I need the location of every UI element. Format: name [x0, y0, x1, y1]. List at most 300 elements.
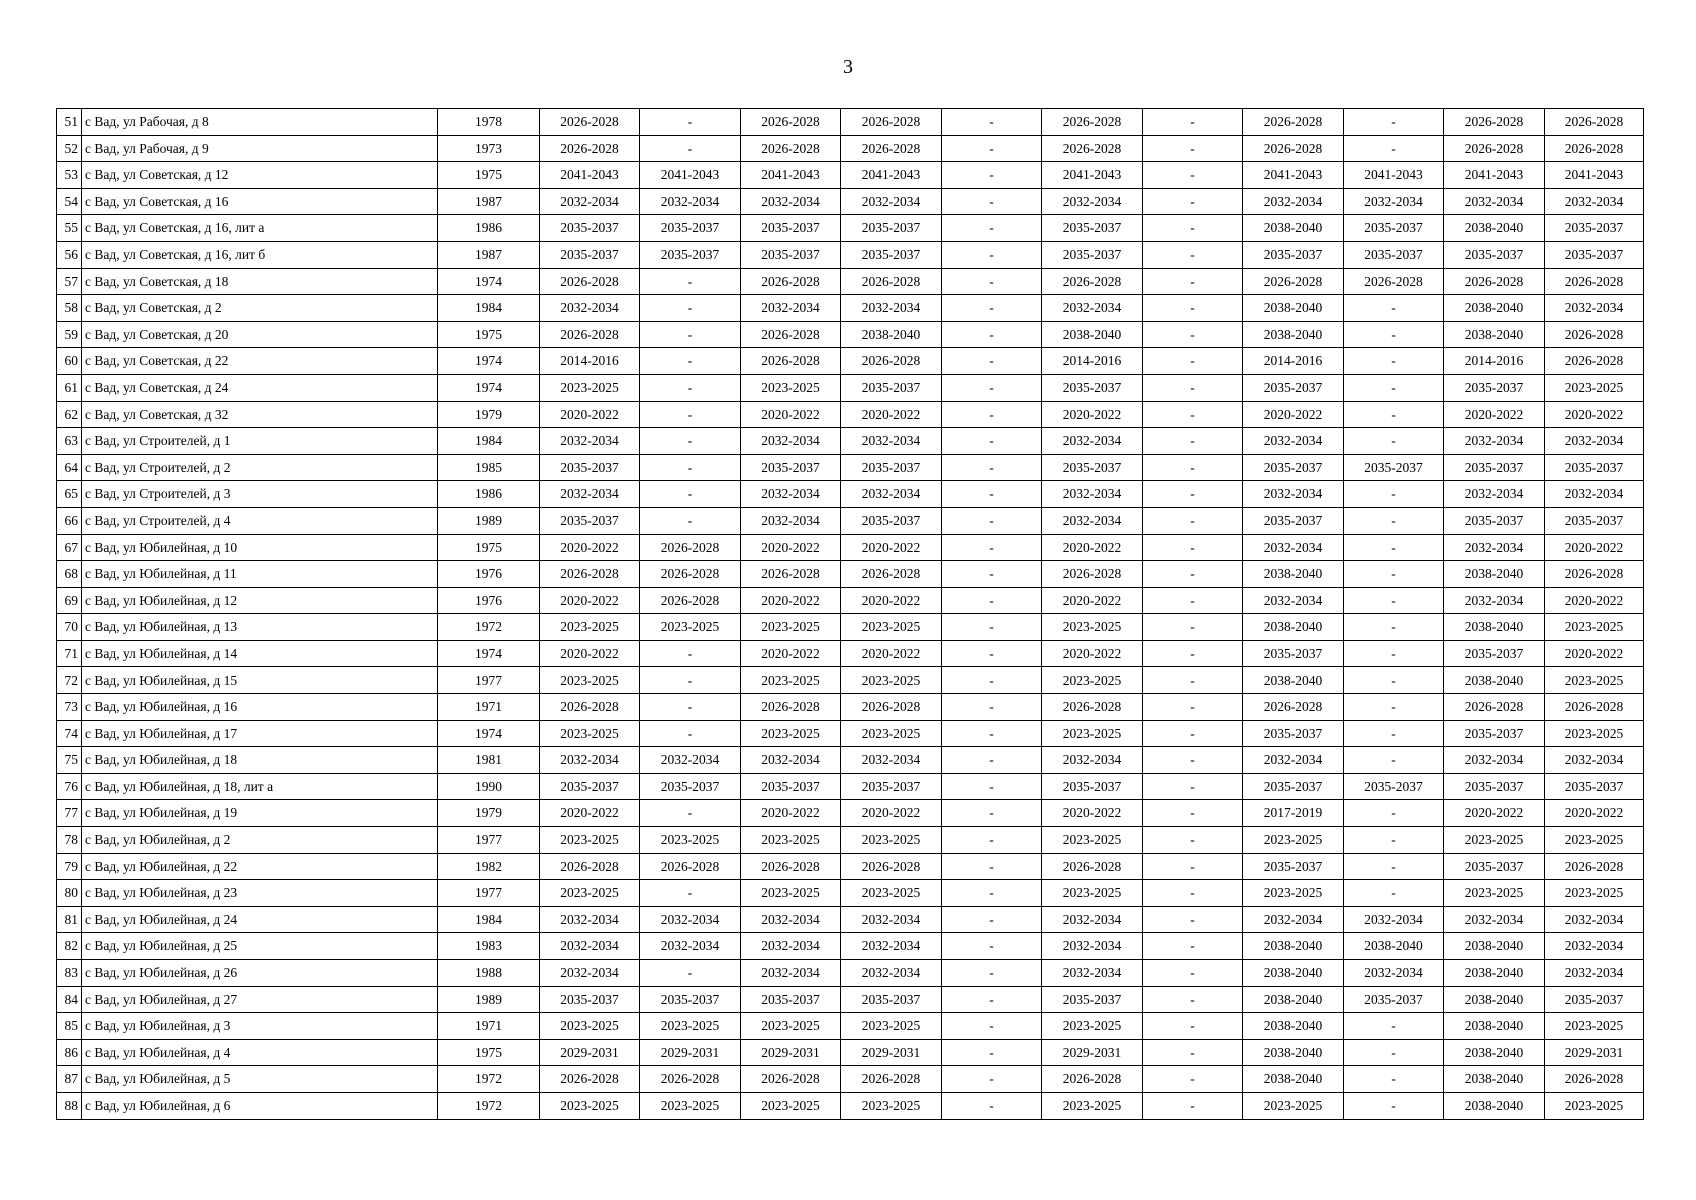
table-row	[57, 667, 1644, 694]
period-cell: 2038-2040	[1444, 321, 1545, 348]
year-cell: 1990	[438, 773, 540, 800]
period-cell: -	[1344, 1013, 1444, 1040]
period-cell: 2020-2022	[1042, 587, 1143, 614]
row-number-cell: 71	[57, 640, 82, 667]
year-cell: 1972	[438, 1066, 540, 1093]
address-cell: с Вад, ул Юбилейная, д 18, лит а	[82, 773, 438, 800]
period-cell: 2029-2031	[741, 1039, 841, 1066]
period-cell: 2032-2034	[1243, 747, 1344, 774]
period-cell: 2032-2034	[640, 747, 741, 774]
period-cell: -	[1143, 1066, 1243, 1093]
period-cell: 2035-2037	[741, 454, 841, 481]
period-cell: 2035-2037	[1444, 720, 1545, 747]
period-cell: 2020-2022	[1545, 401, 1644, 428]
period-cell: 2014-2016	[1042, 348, 1143, 375]
address-cell: с Вад, ул Строителей, д 2	[82, 454, 438, 481]
row-number-cell: 83	[57, 960, 82, 987]
period-cell: 2032-2034	[741, 428, 841, 455]
period-cell: -	[942, 933, 1042, 960]
period-cell: 2032-2034	[841, 188, 942, 215]
period-cell: 2032-2034	[1243, 587, 1344, 614]
period-cell: 2020-2022	[1042, 640, 1143, 667]
period-cell: 2032-2034	[841, 481, 942, 508]
period-cell: 2032-2034	[540, 295, 640, 322]
period-cell: 2020-2022	[1444, 401, 1545, 428]
row-number-cell: 73	[57, 694, 82, 721]
period-cell: -	[942, 1066, 1042, 1093]
period-cell: 2038-2040	[1444, 986, 1545, 1013]
period-cell: -	[640, 401, 741, 428]
period-cell: -	[942, 986, 1042, 1013]
period-cell: 2026-2028	[841, 1066, 942, 1093]
period-cell: 2032-2034	[1042, 747, 1143, 774]
period-cell: -	[1344, 401, 1444, 428]
period-cell: 2020-2022	[540, 534, 640, 561]
table-row	[57, 135, 1644, 162]
row-number-cell: 56	[57, 241, 82, 268]
period-cell: 2026-2028	[1243, 109, 1344, 136]
period-cell: 2020-2022	[1545, 534, 1644, 561]
period-cell: -	[942, 188, 1042, 215]
period-cell: 2026-2028	[1344, 268, 1444, 295]
period-cell: 2032-2034	[1444, 587, 1545, 614]
period-cell: 2023-2025	[741, 1092, 841, 1119]
period-cell: 2023-2025	[1545, 667, 1644, 694]
period-cell: -	[640, 321, 741, 348]
table-row	[57, 188, 1644, 215]
period-cell: 2026-2028	[1545, 694, 1644, 721]
period-cell: 2035-2037	[640, 215, 741, 242]
period-cell: -	[1143, 401, 1243, 428]
period-cell: -	[942, 1013, 1042, 1040]
period-cell: -	[1344, 428, 1444, 455]
year-cell: 1984	[438, 906, 540, 933]
period-cell: -	[1143, 1092, 1243, 1119]
period-cell: -	[1344, 720, 1444, 747]
period-cell: -	[1344, 747, 1444, 774]
period-cell: 2023-2025	[841, 720, 942, 747]
period-cell: 2041-2043	[1042, 162, 1143, 189]
period-cell: -	[1344, 507, 1444, 534]
period-cell: 2020-2022	[1444, 800, 1545, 827]
period-cell: -	[640, 720, 741, 747]
row-number-cell: 61	[57, 374, 82, 401]
period-cell: 2035-2037	[1344, 773, 1444, 800]
table-row	[57, 401, 1644, 428]
period-cell: -	[1143, 561, 1243, 588]
period-cell: -	[1143, 747, 1243, 774]
year-cell: 1982	[438, 853, 540, 880]
year-cell: 1976	[438, 587, 540, 614]
period-cell: 2032-2034	[1042, 481, 1143, 508]
period-cell: 2032-2034	[841, 906, 942, 933]
row-number-cell: 86	[57, 1039, 82, 1066]
year-cell: 1986	[438, 481, 540, 508]
period-cell: -	[942, 401, 1042, 428]
period-cell: 2023-2025	[1444, 827, 1545, 854]
year-cell: 1974	[438, 640, 540, 667]
period-cell: -	[942, 747, 1042, 774]
period-cell: 2032-2034	[1042, 906, 1143, 933]
period-cell: -	[942, 587, 1042, 614]
period-cell: -	[1344, 614, 1444, 641]
period-cell: -	[942, 827, 1042, 854]
address-cell: с Вад, ул Юбилейная, д 25	[82, 933, 438, 960]
period-cell: 2038-2040	[1444, 1066, 1545, 1093]
period-cell: 2023-2025	[841, 1013, 942, 1040]
period-cell: 2035-2037	[741, 215, 841, 242]
year-cell: 1978	[438, 109, 540, 136]
address-cell: с Вад, ул Строителей, д 3	[82, 481, 438, 508]
page-number: 3	[843, 56, 853, 78]
address-cell: с Вад, ул Юбилейная, д 15	[82, 667, 438, 694]
period-cell: -	[640, 880, 741, 907]
period-cell: -	[640, 960, 741, 987]
row-number-cell: 51	[57, 109, 82, 136]
period-cell: -	[942, 481, 1042, 508]
period-cell: 2023-2025	[1042, 667, 1143, 694]
period-cell: -	[1344, 1039, 1444, 1066]
period-cell: -	[942, 561, 1042, 588]
address-cell: с Вад, ул Юбилейная, д 17	[82, 720, 438, 747]
period-cell: 2026-2028	[1243, 694, 1344, 721]
period-cell: 2026-2028	[1545, 1066, 1644, 1093]
period-cell: 2023-2025	[1243, 880, 1344, 907]
period-cell: -	[1143, 986, 1243, 1013]
period-cell: 2032-2034	[1042, 188, 1143, 215]
row-number-cell: 84	[57, 986, 82, 1013]
year-cell: 1975	[438, 162, 540, 189]
period-cell: 2026-2028	[741, 321, 841, 348]
period-cell: 2035-2037	[841, 374, 942, 401]
row-number-cell: 55	[57, 215, 82, 242]
period-cell: -	[942, 960, 1042, 987]
table-row	[57, 773, 1644, 800]
period-cell: 2029-2031	[1545, 1039, 1644, 1066]
period-cell: -	[1344, 135, 1444, 162]
period-cell: 2026-2028	[540, 268, 640, 295]
year-cell: 1988	[438, 960, 540, 987]
period-cell: -	[1344, 321, 1444, 348]
period-cell: 2020-2022	[841, 800, 942, 827]
year-cell: 1977	[438, 880, 540, 907]
period-cell: 2032-2034	[1545, 747, 1644, 774]
period-cell: -	[1143, 773, 1243, 800]
address-cell: с Вад, ул Юбилейная, д 5	[82, 1066, 438, 1093]
period-cell: 2026-2028	[741, 561, 841, 588]
year-cell: 1972	[438, 1092, 540, 1119]
period-cell: 2014-2016	[1444, 348, 1545, 375]
address-cell: с Вад, ул Юбилейная, д 13	[82, 614, 438, 641]
period-cell: 2020-2022	[741, 640, 841, 667]
period-cell: -	[1143, 587, 1243, 614]
period-cell: 2020-2022	[1042, 401, 1143, 428]
period-cell: 2032-2034	[1042, 960, 1143, 987]
year-cell: 1987	[438, 241, 540, 268]
period-cell: 2020-2022	[741, 534, 841, 561]
row-number-cell: 87	[57, 1066, 82, 1093]
period-cell: 2026-2028	[1243, 135, 1344, 162]
period-cell: -	[1143, 109, 1243, 136]
year-cell: 1984	[438, 428, 540, 455]
period-cell: 2026-2028	[741, 694, 841, 721]
period-cell: 2032-2034	[540, 428, 640, 455]
year-cell: 1975	[438, 1039, 540, 1066]
table-row	[57, 960, 1644, 987]
table-row	[57, 454, 1644, 481]
period-cell: 2020-2022	[1545, 587, 1644, 614]
period-cell: -	[1143, 880, 1243, 907]
period-cell: 2032-2034	[540, 933, 640, 960]
period-cell: 2032-2034	[540, 481, 640, 508]
period-cell: -	[1344, 880, 1444, 907]
period-cell: 2038-2040	[1444, 1092, 1545, 1119]
period-cell: -	[942, 800, 1042, 827]
period-cell: 2035-2037	[841, 507, 942, 534]
period-cell: -	[640, 348, 741, 375]
period-cell: 2032-2034	[1444, 906, 1545, 933]
period-cell: 2038-2040	[1444, 667, 1545, 694]
period-cell: 2020-2022	[1545, 640, 1644, 667]
row-number-cell: 85	[57, 1013, 82, 1040]
period-cell: -	[1143, 348, 1243, 375]
period-cell: 2017-2019	[1243, 800, 1344, 827]
period-cell: -	[1143, 481, 1243, 508]
table-row	[57, 906, 1644, 933]
period-cell: 2026-2028	[841, 109, 942, 136]
period-cell: 2035-2037	[540, 215, 640, 242]
period-cell: 2032-2034	[741, 188, 841, 215]
table-row	[57, 933, 1644, 960]
table-row	[57, 534, 1644, 561]
period-cell: -	[942, 720, 1042, 747]
table-row	[57, 827, 1644, 854]
period-cell: 2035-2037	[1444, 640, 1545, 667]
period-cell: 2026-2028	[640, 561, 741, 588]
period-cell: 2023-2025	[540, 667, 640, 694]
period-cell: 2038-2040	[1444, 561, 1545, 588]
period-cell: 2023-2025	[1243, 827, 1344, 854]
period-cell: 2038-2040	[1243, 1013, 1344, 1040]
period-cell: 2035-2037	[1545, 454, 1644, 481]
period-cell: 2032-2034	[640, 906, 741, 933]
period-cell: 2023-2025	[1243, 1092, 1344, 1119]
period-cell: -	[640, 268, 741, 295]
period-cell: 2032-2034	[741, 507, 841, 534]
period-cell: 2035-2037	[841, 454, 942, 481]
period-cell: 2026-2028	[640, 534, 741, 561]
period-cell: 2038-2040	[1243, 933, 1344, 960]
year-cell: 1981	[438, 747, 540, 774]
period-cell: 2035-2037	[640, 986, 741, 1013]
period-cell: 2026-2028	[1545, 561, 1644, 588]
period-cell: -	[640, 481, 741, 508]
period-cell: 2035-2037	[1243, 773, 1344, 800]
period-cell: 2026-2028	[1444, 268, 1545, 295]
table-row	[57, 374, 1644, 401]
period-cell: 2023-2025	[841, 614, 942, 641]
period-cell: 2035-2037	[1444, 853, 1545, 880]
period-cell: 2041-2043	[1444, 162, 1545, 189]
period-cell: 2035-2037	[1444, 507, 1545, 534]
table-row	[57, 162, 1644, 189]
period-cell: -	[942, 853, 1042, 880]
period-cell: -	[942, 694, 1042, 721]
period-cell: -	[942, 667, 1042, 694]
period-cell: 2032-2034	[841, 428, 942, 455]
period-cell: 2041-2043	[1545, 162, 1644, 189]
period-cell: 2032-2034	[741, 481, 841, 508]
period-cell: 2020-2022	[540, 800, 640, 827]
address-cell: с Вад, ул Советская, д 2	[82, 295, 438, 322]
table-row	[57, 853, 1644, 880]
period-cell: 2023-2025	[741, 720, 841, 747]
period-cell: 2035-2037	[1042, 241, 1143, 268]
address-cell: с Вад, ул Советская, д 24	[82, 374, 438, 401]
period-cell: -	[1143, 374, 1243, 401]
period-cell: -	[942, 454, 1042, 481]
period-cell: 2026-2028	[1545, 109, 1644, 136]
table-row	[57, 109, 1644, 136]
row-number-cell: 72	[57, 667, 82, 694]
row-number-cell: 77	[57, 800, 82, 827]
period-cell: -	[1143, 614, 1243, 641]
period-cell: 2032-2034	[1243, 428, 1344, 455]
period-cell: 2035-2037	[1243, 853, 1344, 880]
period-cell: 2023-2025	[741, 614, 841, 641]
period-cell: 2023-2025	[1545, 614, 1644, 641]
year-cell: 1986	[438, 215, 540, 242]
period-cell: 2023-2025	[540, 827, 640, 854]
period-cell: 2023-2025	[841, 827, 942, 854]
period-cell: 2026-2028	[540, 321, 640, 348]
schedule-table	[56, 108, 1644, 1120]
period-cell: 2035-2037	[540, 773, 640, 800]
year-cell: 1983	[438, 933, 540, 960]
period-cell: 2032-2034	[540, 188, 640, 215]
period-cell: 2032-2034	[841, 960, 942, 987]
period-cell: 2023-2025	[741, 667, 841, 694]
period-cell: -	[942, 906, 1042, 933]
period-cell: 2026-2028	[1042, 694, 1143, 721]
period-cell: 2026-2028	[841, 348, 942, 375]
table-row	[57, 268, 1644, 295]
year-cell: 1987	[438, 188, 540, 215]
period-cell: 2032-2034	[741, 933, 841, 960]
period-cell: -	[1143, 162, 1243, 189]
period-cell: 2035-2037	[640, 773, 741, 800]
period-cell: 2023-2025	[540, 374, 640, 401]
address-cell: с Вад, ул Юбилейная, д 22	[82, 853, 438, 880]
period-cell: -	[640, 428, 741, 455]
address-cell: с Вад, ул Юбилейная, д 4	[82, 1039, 438, 1066]
period-cell: -	[1344, 374, 1444, 401]
year-cell: 1989	[438, 507, 540, 534]
period-cell: 2041-2043	[1243, 162, 1344, 189]
period-cell: 2041-2043	[841, 162, 942, 189]
period-cell: 2035-2037	[1243, 640, 1344, 667]
period-cell: 2023-2025	[540, 1092, 640, 1119]
period-cell: 2032-2034	[540, 960, 640, 987]
table-row	[57, 215, 1644, 242]
period-cell: -	[1143, 906, 1243, 933]
period-cell: -	[1143, 853, 1243, 880]
period-cell: 2026-2028	[1545, 853, 1644, 880]
period-cell: 2038-2040	[1444, 1013, 1545, 1040]
table-row	[57, 1066, 1644, 1093]
period-cell: 2032-2034	[1545, 295, 1644, 322]
address-cell: с Вад, ул Советская, д 16, лит а	[82, 215, 438, 242]
period-cell: 2035-2037	[540, 241, 640, 268]
period-cell: 2023-2025	[1042, 827, 1143, 854]
period-cell: 2035-2037	[540, 507, 640, 534]
period-cell: 2026-2028	[841, 853, 942, 880]
period-cell: 2035-2037	[1243, 241, 1344, 268]
period-cell: 2026-2028	[1042, 561, 1143, 588]
period-cell: 2026-2028	[540, 694, 640, 721]
period-cell: 2032-2034	[741, 906, 841, 933]
period-cell: 2026-2028	[1042, 1066, 1143, 1093]
period-cell: -	[640, 640, 741, 667]
period-cell: -	[1143, 933, 1243, 960]
period-cell: -	[1143, 268, 1243, 295]
period-cell: 2026-2028	[1444, 109, 1545, 136]
table-row	[57, 800, 1644, 827]
period-cell: 2020-2022	[1042, 534, 1143, 561]
table-row	[57, 640, 1644, 667]
period-cell: -	[1344, 1066, 1444, 1093]
period-cell: 2035-2037	[1042, 986, 1143, 1013]
period-cell: 2023-2025	[741, 374, 841, 401]
period-cell: 2032-2034	[640, 188, 741, 215]
period-cell: -	[1143, 454, 1243, 481]
period-cell: 2041-2043	[640, 162, 741, 189]
row-number-cell: 60	[57, 348, 82, 375]
period-cell: -	[1143, 800, 1243, 827]
row-number-cell: 82	[57, 933, 82, 960]
row-number-cell: 76	[57, 773, 82, 800]
period-cell: 2035-2037	[741, 241, 841, 268]
period-cell: 2023-2025	[640, 614, 741, 641]
period-cell: 2035-2037	[540, 454, 640, 481]
period-cell: 2032-2034	[1545, 960, 1644, 987]
year-cell: 1971	[438, 694, 540, 721]
period-cell: -	[640, 454, 741, 481]
address-cell: с Вад, ул Строителей, д 1	[82, 428, 438, 455]
period-cell: 2026-2028	[841, 694, 942, 721]
address-cell: с Вад, ул Юбилейная, д 10	[82, 534, 438, 561]
table-row	[57, 241, 1644, 268]
period-cell: -	[640, 109, 741, 136]
address-cell: с Вад, ул Юбилейная, д 16	[82, 694, 438, 721]
period-cell: 2038-2040	[1243, 960, 1344, 987]
period-cell: 2038-2040	[1243, 1066, 1344, 1093]
period-cell: -	[640, 694, 741, 721]
period-cell: 2026-2028	[741, 1066, 841, 1093]
period-cell: 2014-2016	[540, 348, 640, 375]
period-cell: 2035-2037	[1344, 241, 1444, 268]
table-row	[57, 295, 1644, 322]
period-cell: 2038-2040	[1444, 933, 1545, 960]
period-cell: 2035-2037	[1243, 454, 1344, 481]
row-number-cell: 58	[57, 295, 82, 322]
period-cell: 2020-2022	[841, 640, 942, 667]
table-row	[57, 1013, 1644, 1040]
table-row	[57, 720, 1644, 747]
period-cell: -	[1143, 321, 1243, 348]
address-cell: с Вад, ул Юбилейная, д 2	[82, 827, 438, 854]
period-cell: 2023-2025	[1042, 880, 1143, 907]
